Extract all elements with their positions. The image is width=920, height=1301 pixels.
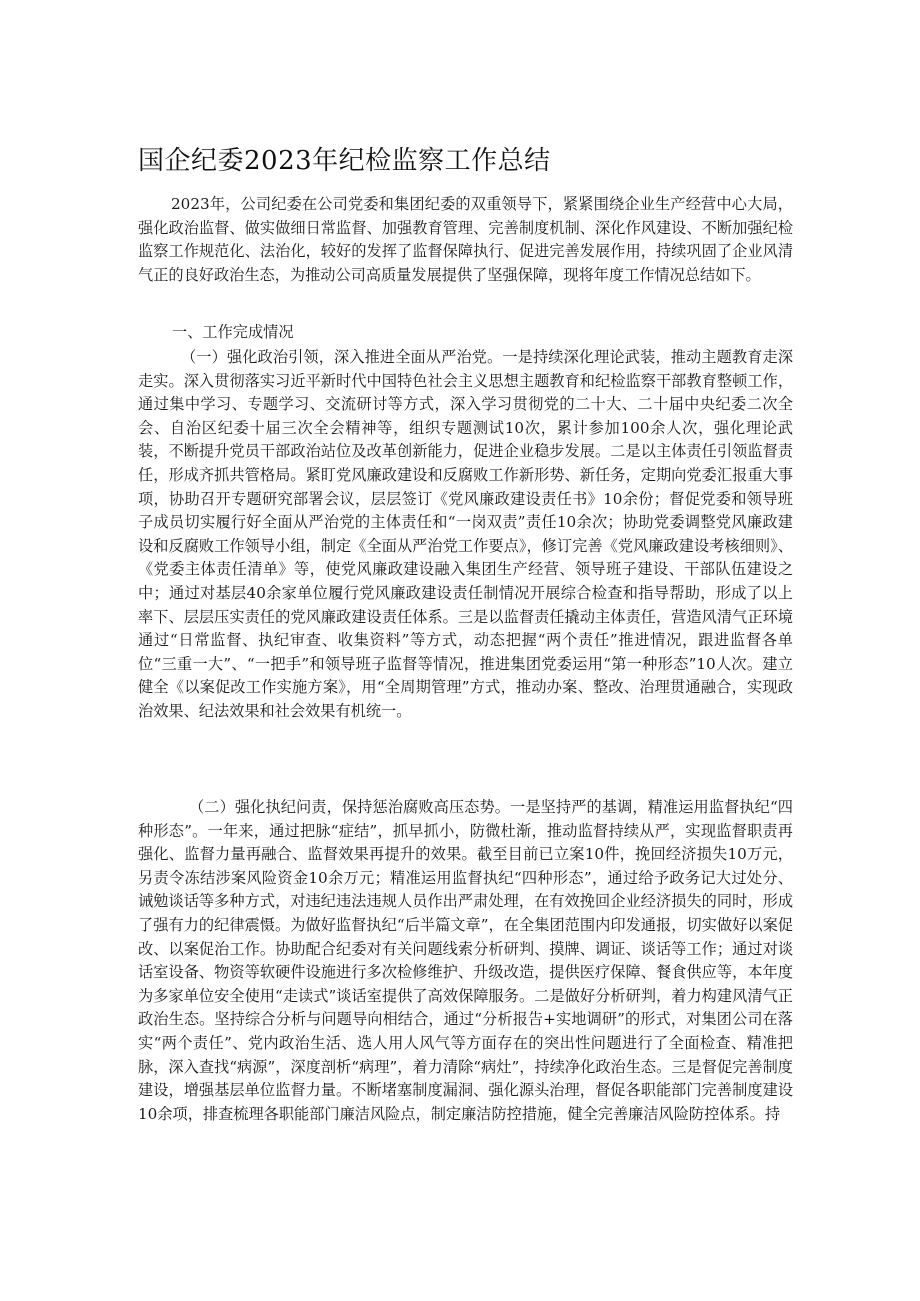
paragraph-discipline-enforcement: （二）强化执纪问责，保持惩治腐败高压态势。一是坚持严的基调，精准运用监督执纪“四种形态”。一年来，通过把脉“症结”，抓早抓小，防微杜渐，推动监督持续从严，实现监督职责再强化、监督力量再融合、监督效果再提升的效果。截至目前已立案10件，挽回经济损失10万元，另责令冻结涉案风险资金10余万元；精准运用监督执纪“四种形态”，通过给予政务记大过处分、诫勉谈话等多种方式，对违纪违法违规人员作出严肃处理，在有效挽回企业经济损失的同时，形成了强有力的纪律震慑。为做好监督执纪“后半篇文章”，在全集团范围内印发通报，切实做好以案促改、以案促治工作。协助配合纪委对有关问题线索分析研判、摸牌、调证、谈话等工作；通过对谈话室设备、物资等软硬件设施进行多次检修维护、升级改造，提供医疗保障、餐食供应等，本年度为多家单位安全使用“走读式”谈话室提供了高效保障服务。二是做好分析研判，着力构建风清气正政治生态。坚持综合分析与问题导向相结合，通过“分析报告+实地调研”的形式，对集团公司在落实“两个责任”、党内政治生活、选人用人风气等方面存在的突出性问题进行了全面检查、精准把脉，深入查找“病源”，深度剖析“病理”，着力清除“病灶”，持续净化政治生态。三是督促完善制度建设，增强基层单位监督力量。不断堵塞制度漏洞、强化源头治理，督促各职能部门完善制度建设10余项，排查梳理各职能部门廉洁风险点，制定廉洁防控措施，健全完善廉洁风险防控体系。持 xyxy=(138,798,793,1123)
intro-paragraph: 2023年，公司纪委在公司党委和集团纪委的双重领导下，紧紧围绕企业生产经营中心大局，强化政治监督、做实做细日常监督、加强教育管理、完善制度机制、深化作风建设、不断加强纪检监察工作规范化、法治化，较好的发挥了监督保障执行、促进完善发展作用，持续巩固了企业风清气正的良好政治生态，为推动公司高质量发展提供了坚强保障，现将年度工作情况总结如下。 xyxy=(138,195,793,284)
paragraph-political-guidance: （一）强化政治引领，深入推进全面从严治党。一是持续深化理论武装，推动主题教育走深走实。深入贯彻落实习近平新时代中国特色社会主义思想主题教育和纪检监察干部教育整顿工作，通过集中学习、专题学习、交流研讨等方式，深入学习贯彻党的二十大、二十届中央纪委二次全会、自治区纪委十届三次全会精神等，组织专题测试10次，累计参加100余人次，强化理论武装，不断提升党员干部政治站位及改革创新能力，促进企业稳步发展。二是以主体责任引领监督责任，形成齐抓共管格局。紧盯党风廉政建设和反腐败工作新形势、新任务，定期向党委汇报重大事项，协助召开专题研究部署会议，层层签订《党风廉政建设责任书》10余份；督促党委和领导班子成员切实履行好全面从严治党的主体责任和“一岗双责”责任10余次；协助党委调整党风廉政建设和反腐败工作领导小组，制定《全面从严治党工作要点》，修订完善《党风廉政建设考核细则》、《党委主体责任清单》等，使党风廉政建设融入集团生产经营、领导班子建设、干部队伍建设之中；通过对基层40余家单位履行党风廉政建设责任制情况开展综合检查和指导帮助，形成了以上率下、层层压实责任的党风廉政建设责任体系。三是以监督责任撬动主体责任，营造风清气正环境通过“日常监督、执纪审查、收集资料”等方式，动态把握“两个责任”推进情况，跟进监督各单位“三重一大”、“一把手”和领导班子监督等情况，推进集团党委运用“第一种形态”10人次。建立健全《以案促改工作实施方案》，用“全周期管理”方式，推动办案、整改、治理贯通融合，实现政治效果、纪法效果和社会效果有机统一。 xyxy=(138,348,793,720)
section-heading-work-completion: 一、工作完成情况 xyxy=(172,323,294,341)
document-title: 国企纪委2023年纪检监察工作总结 xyxy=(138,146,551,176)
